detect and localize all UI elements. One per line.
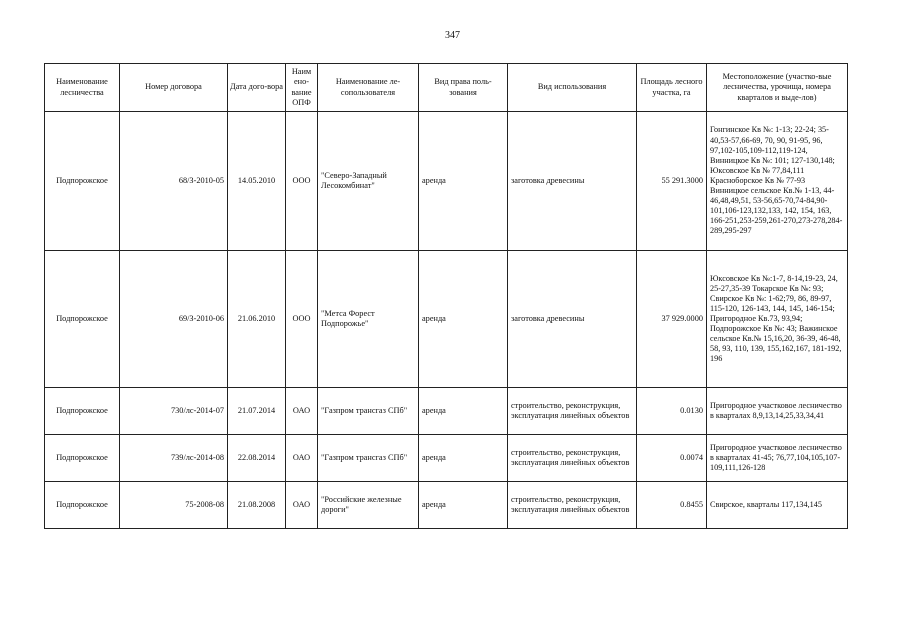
- table-row: [45, 251, 848, 388]
- cell-pravo: аренда: [419, 435, 508, 482]
- cell-lesnichestvo: Подпорожское: [45, 482, 120, 529]
- cell-polzovatel: "Метса Форест Подпорожье": [318, 251, 419, 388]
- forest-lease-table: [44, 63, 848, 529]
- cell-data: 22.08.2014: [228, 435, 286, 482]
- cell-ispolzovanie: заготовка древесины: [508, 112, 637, 251]
- table-header-row: [45, 64, 848, 112]
- header-lesnichestvo: Наименование лесничества: [45, 64, 120, 112]
- cell-polzovatel: "Российские железные дороги": [318, 482, 419, 529]
- cell-dogovor: 69/З-2010-06: [120, 251, 228, 388]
- cell-dogovor: 739/лс-2014-08: [120, 435, 228, 482]
- cell-opf: ОАО: [286, 388, 318, 435]
- cell-ploshad: 0.8455: [637, 482, 707, 529]
- cell-mesto: Юксовское Кв №:1-7, 8-14,19-23, 24, 25-27,35-39 Токарское Кв №: 93; Свирское Кв №: 1-62;79, 86, 89-97, 115-120, 126-143, 144, 145, 146-154; Пригородное Кв.73, 93,94; Подпорожское Кв №: 43; Важинское сельское Кв.№ 15,16,20, 36-39, 46-48, 58, 93, 110, 139, 155,162,167, 181-192, 196: [707, 251, 848, 388]
- cell-polzovatel: "Северо-Западный Лесокомбинат": [318, 112, 419, 251]
- cell-data: 14.05.2010: [228, 112, 286, 251]
- header-polzovatel: Наименование ле-сопользователя: [318, 64, 419, 112]
- cell-ploshad: 37 929.0000: [637, 251, 707, 388]
- cell-lesnichestvo: Подпорожское: [45, 388, 120, 435]
- cell-pravo: аренда: [419, 251, 508, 388]
- cell-mesto: Гонгинское Кв №: 1-13; 22-24; 35-40,53-57,66-69, 70, 90, 91-95, 96, 97,102-105,109-112,119-124, Винницкое Кв №: 101; 127-130,148; Юксовское Кв № 77,84,111 Красноборское Кв № 77-93 Винницкое сельское Кв.№ 1-13, 44-46,48,49,51, 53-56,65-70,74-84,90-101,106-123,132,133, 142, 154, 163, 166-251,253-259,261-270,273-278,284-289,295-297: [707, 112, 848, 251]
- cell-polzovatel: "Газпром трансгаз СПб": [318, 388, 419, 435]
- header-data: Дата дого-вора: [228, 64, 286, 112]
- cell-opf: ОАО: [286, 482, 318, 529]
- header-ploshad: Площадь лесного участка, га: [637, 64, 707, 112]
- cell-ispolzovanie: строительство, реконструкция, эксплуатация линейных объектов: [508, 435, 637, 482]
- cell-data: 21.06.2010: [228, 251, 286, 388]
- page-number: 347: [445, 30, 460, 41]
- cell-polzovatel: "Газпром трансгаз СПб": [318, 435, 419, 482]
- cell-opf: ООО: [286, 251, 318, 388]
- cell-ploshad: 0.0074: [637, 435, 707, 482]
- cell-ispolzovanie: строительство, реконструкция, эксплуатация линейных объектов: [508, 482, 637, 529]
- table-row: [45, 112, 848, 251]
- cell-lesnichestvo: Подпорожское: [45, 435, 120, 482]
- cell-ispolzovanie: заготовка древесины: [508, 251, 637, 388]
- table-row: [45, 435, 848, 482]
- cell-ploshad: 0.0130: [637, 388, 707, 435]
- table-row: [45, 388, 848, 435]
- cell-dogovor: 75-2008-08: [120, 482, 228, 529]
- cell-dogovor: 68/З-2010-05: [120, 112, 228, 251]
- header-dogovor: Номер договора: [120, 64, 228, 112]
- cell-pravo: аренда: [419, 388, 508, 435]
- cell-dogovor: 730/лс-2014-07: [120, 388, 228, 435]
- cell-data: 21.07.2014: [228, 388, 286, 435]
- cell-ploshad: 55 291.3000: [637, 112, 707, 251]
- cell-pravo: аренда: [419, 112, 508, 251]
- cell-mesto: Свирское, кварталы 117,134,145: [707, 482, 848, 529]
- header-ispolzovanie: Вид использования: [508, 64, 637, 112]
- header-opf: Наим ено-вание ОПФ: [286, 64, 318, 112]
- cell-mesto: Пригородное участковое лесничество в кварталах 8,9,13,14,25,33,34,41: [707, 388, 848, 435]
- table-row: [45, 482, 848, 529]
- cell-lesnichestvo: Подпорожское: [45, 112, 120, 251]
- cell-pravo: аренда: [419, 482, 508, 529]
- cell-opf: ООО: [286, 112, 318, 251]
- cell-mesto: Пригородное участковое лесничество в кварталах 41-45; 76,77,104,105,107-109,111,126-128: [707, 435, 848, 482]
- header-mesto: Местоположение (участко-вые лесничества, урочища, номера кварталов и выде-лов): [707, 64, 848, 112]
- cell-lesnichestvo: Подпорожское: [45, 251, 120, 388]
- header-pravo: Вид права поль-зования: [419, 64, 508, 112]
- cell-data: 21.08.2008: [228, 482, 286, 529]
- cell-opf: ОАО: [286, 435, 318, 482]
- cell-ispolzovanie: строительство, реконструкция, эксплуатация линейных объектов: [508, 388, 637, 435]
